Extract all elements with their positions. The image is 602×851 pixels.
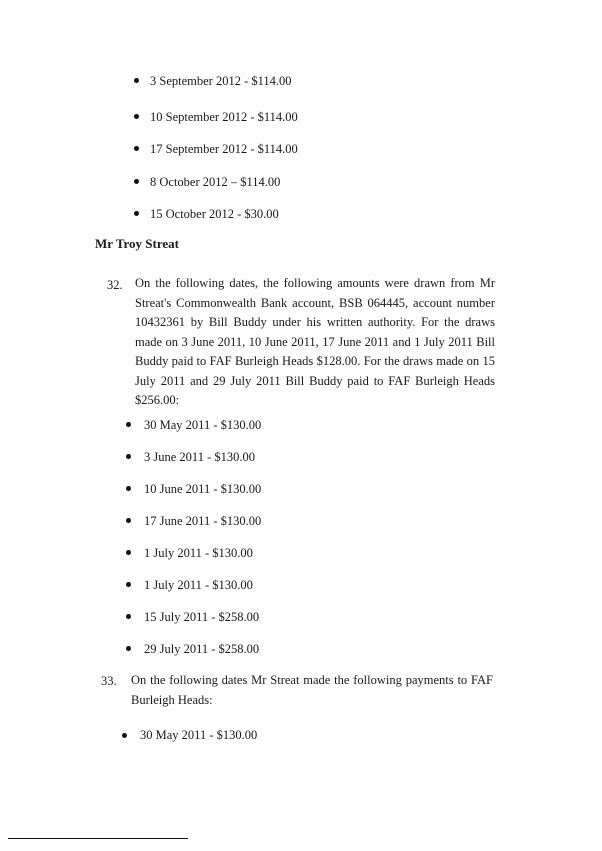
bullet-icon [126, 582, 131, 587]
footnote-separator [8, 838, 188, 839]
bullet-icon [134, 146, 139, 151]
list-item: 30 May 2011 - $130.00 [144, 418, 262, 432]
list-item: 29 July 2011 - $258.00 [144, 642, 260, 656]
paragraph-number: 33. [101, 674, 117, 688]
bullet-icon [126, 454, 131, 459]
paragraph-text: On the following dates, the following amounts were drawn from Mr Streat's Commonwealth Bank account, BSB 064445, account number 10432361 by Bill Buddy under his written authority. For the draws made on 3 June 2011, 10 June 2011, 17 June 2011 and 1 July 2011 Bill Buddy paid to FAF Burleigh Heads $128.00. For the draws made on 15 July 2011 and 29 July 2011 Bill Buddy paid to FAF Burleigh Heads $256.00: [135, 276, 495, 407]
list-item: 10 September 2012 - $114.00 [150, 110, 298, 124]
bullet-icon [126, 550, 131, 555]
bullet-icon [126, 518, 131, 523]
list-item: 17 June 2011 - $130.00 [144, 514, 262, 528]
list-item: 3 June 2011 - $130.00 [144, 450, 255, 464]
list-item: 1 July 2011 - $130.00 [144, 578, 253, 592]
bullet-icon [126, 646, 131, 651]
bullet-icon [134, 211, 139, 216]
list-item: 8 October 2012 – $114.00 [150, 175, 281, 189]
bullet-icon [126, 614, 131, 619]
paragraph-text: On the following dates Mr Streat made the following payments to FAF Burleigh Heads: [131, 673, 493, 707]
bullet-icon [126, 486, 131, 491]
list-item: 17 September 2012 - $114.00 [150, 142, 298, 156]
section-heading: Mr Troy Streat [95, 236, 180, 251]
list-item: 15 October 2012 - $30.00 [150, 207, 279, 221]
paragraph-number: 32. [107, 278, 123, 292]
list-item: 1 July 2011 - $130.00 [144, 546, 253, 560]
list-item: 10 June 2011 - $130.00 [144, 482, 262, 496]
list-item: 30 May 2011 - $130.00 [140, 728, 258, 742]
bullet-icon [126, 422, 131, 427]
list-item: 15 July 2011 - $258.00 [144, 610, 260, 624]
list-item: 3 September 2012 - $114.00 [150, 74, 292, 88]
bullet-icon [134, 114, 139, 119]
bullet-icon [134, 179, 139, 184]
bullet-icon [134, 78, 139, 83]
bullet-icon [122, 733, 127, 738]
